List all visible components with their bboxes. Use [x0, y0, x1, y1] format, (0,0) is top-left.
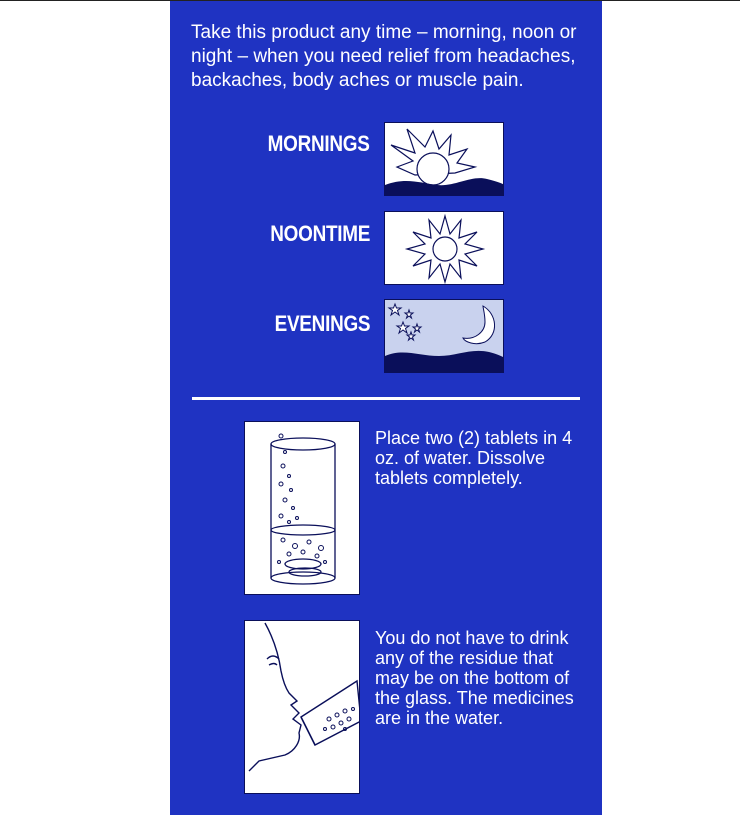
intro-text: Take this product any time – morning, noon or night – when you need relief from headaches, backaches, body aches or muscle pain.: [191, 22, 577, 91]
noontime-label: NOONTIME: [270, 221, 370, 246]
step-1-text: Place two (2) tablets in 4 oz. of water. Dissolve tablets completely.: [375, 428, 573, 488]
instructions-panel: [170, 1, 602, 815]
noontime-illustration: [384, 211, 504, 285]
step-2-text: You do not have to drink any of the residue that may be on the bottom of the glass. The medicines are in the water.: [375, 628, 574, 728]
mornings-illustration: [384, 122, 504, 196]
glass-illustration: [244, 421, 360, 595]
person-drinking-icon: [245, 621, 360, 794]
sunrise-icon: [385, 123, 504, 196]
moon-stars-icon: [385, 300, 504, 373]
sun-icon: [385, 212, 504, 285]
glass-dissolving-tablets-icon: [245, 422, 360, 595]
mornings-label: MORNINGS: [267, 131, 370, 156]
evenings-label: EVENINGS: [274, 311, 370, 336]
evenings-illustration: [384, 299, 504, 373]
section-divider: [192, 397, 580, 400]
drinking-illustration: [244, 620, 360, 794]
